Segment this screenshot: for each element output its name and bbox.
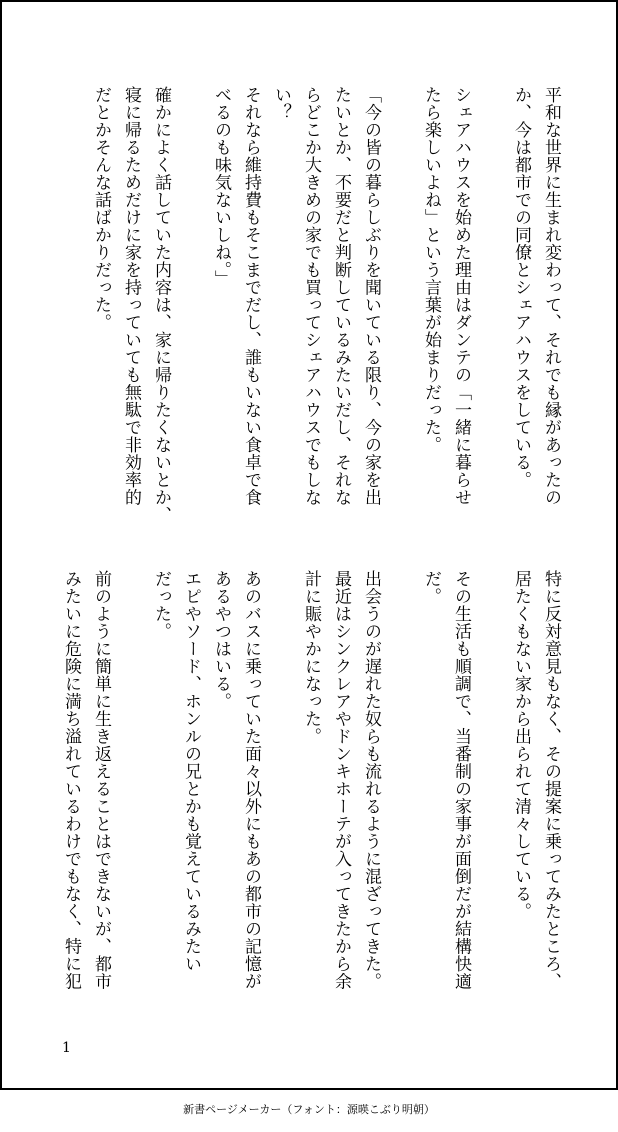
text-line: い？: [271, 86, 291, 121]
text-line: か、今は都市での同僚とシェアハウスをしている。: [511, 86, 531, 489]
text-line: だった。: [151, 570, 171, 640]
text-line: 居たくもない家から出られて清々している。: [511, 570, 531, 920]
text-line: その生活も順調で、当番制の家事が面倒だが結構快適: [451, 570, 471, 990]
text-line: たいとか、不要だと判断しているみたいだし、それな: [331, 86, 351, 506]
blank-line: [386, 570, 416, 1010]
text-line: 前のように簡単に生き返えることはできないが、都市: [91, 570, 111, 990]
text-line: 平和な世界に生まれ変わって、それでも縁があったの: [541, 86, 561, 506]
footer-credit: 新書ページメーカー（フォント：源暎こぶり明朝）: [183, 1103, 435, 1116]
text-line: だとかそんな話ばかりだった。: [91, 86, 111, 331]
blank-line: [476, 570, 506, 1010]
text-column-bottom: [61, 570, 566, 1010]
text-line: 最近はシンクレアやドンキホーテが入ってきたから余: [331, 570, 351, 990]
text-line: だ。: [421, 570, 441, 605]
page-number: 1: [62, 1040, 71, 1056]
blank-line: [386, 86, 416, 526]
text-line: 計に賑やかになった。: [301, 570, 321, 745]
text-line: 特に反対意見もなく、その提案に乗ってみたところ、: [541, 570, 561, 990]
text-line: あるやつはいる。: [211, 570, 231, 710]
text-line: 「今の皆の暮らしぶりを聞いている限り、今の家を出: [361, 86, 381, 506]
blank-line: [116, 570, 146, 1010]
text-column-top: [91, 86, 566, 526]
text-line: べるのも味気ないしね。」: [211, 86, 231, 288]
text-line: エピやソード、ホンルの兄とかも覚えているみたい: [181, 570, 201, 973]
text-line: みたいに危険に満ち溢れているわけでもなく、特に犯: [61, 570, 81, 990]
text-line: あのバスに乗っていた面々以外にもあの都市の記憶が: [241, 570, 261, 990]
text-line: それなら維持費もそこまでだし、誰もいない食卓で食: [241, 86, 261, 506]
text-line: 出会うのが遅れた奴らも流れるように混ざってきた。: [361, 570, 381, 990]
blank-line: [266, 570, 296, 1010]
text-line: 確かによく話していた内容は、家に帰りたくないとか、: [151, 86, 171, 524]
blank-line: [176, 86, 206, 526]
blank-line: [476, 86, 506, 526]
text-line: 寝に帰るためだけに家を持っていても無駄で非効率的: [121, 86, 141, 506]
text-line: シェアハウスを始めた理由はダンテの「一緒に暮らせ: [451, 86, 471, 506]
text-line: らどこか大きめの家でも買ってシェアハウスでもしな: [301, 86, 321, 506]
text-line: たら楽しいよね」という言葉が始まりだった。: [421, 86, 441, 454]
